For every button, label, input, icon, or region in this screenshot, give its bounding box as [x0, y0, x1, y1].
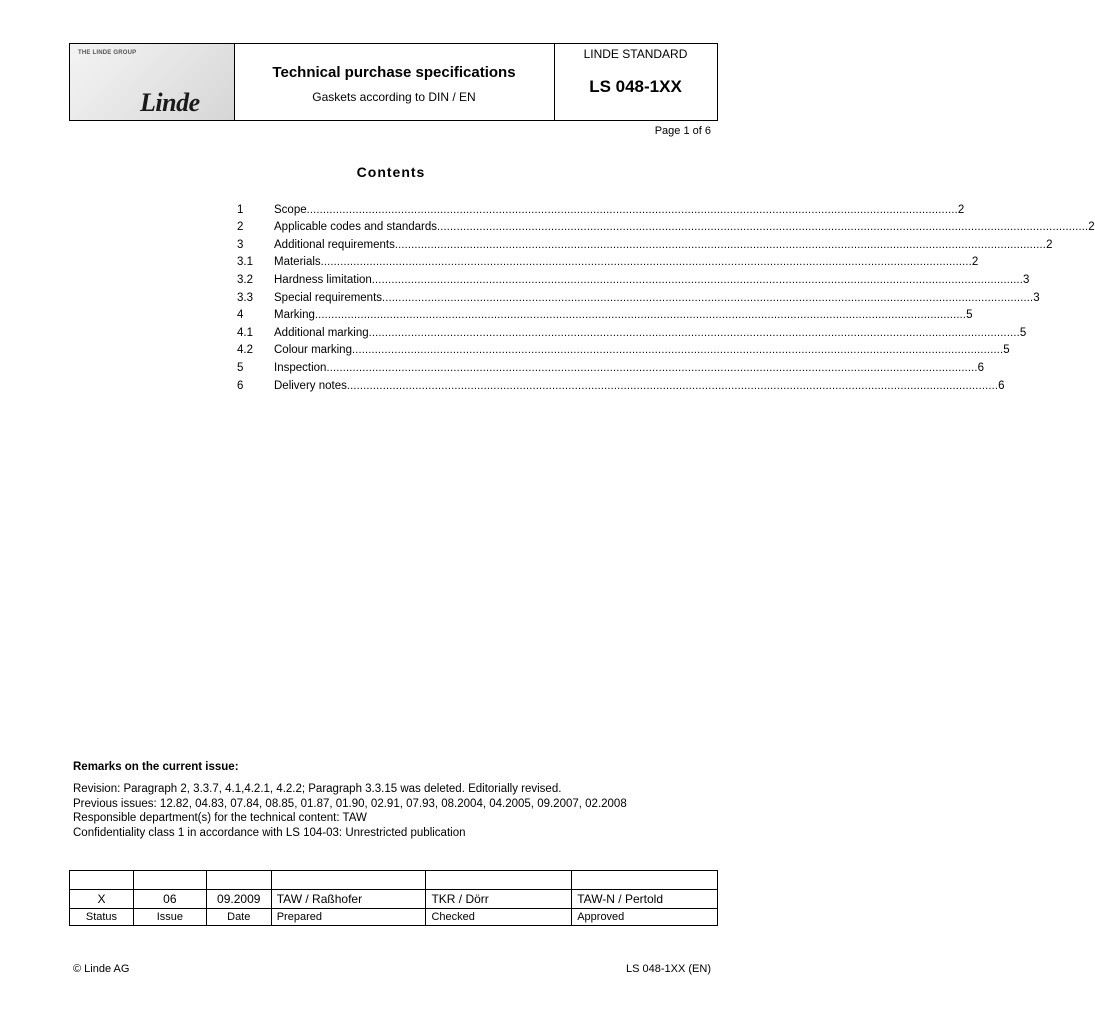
toc-item-title: Colour marking — [274, 344, 352, 357]
toc-item-title: Materials — [274, 256, 321, 269]
toc-item-leader: ........................................................................................................................................................................................................ — [314, 309, 967, 322]
toc-item-title: Delivery notes — [274, 379, 347, 392]
toc-item-title: Special requirements — [274, 291, 383, 304]
status-value: X — [70, 890, 134, 909]
toc-item-title: Inspection — [274, 361, 327, 374]
status-label: Status — [70, 909, 134, 926]
footer-copyright: © Linde AG — [73, 963, 130, 975]
page-number: Page 1 of 6 — [654, 125, 711, 137]
toc-item-page: 2 — [1088, 221, 1095, 234]
footer-doc-ref: LS 048-1XX (EN) — [626, 963, 711, 975]
date-value: 09.2009 — [206, 890, 271, 909]
toc-item-page: 2 — [1046, 238, 1053, 251]
toc-item-number: 6 — [237, 379, 244, 392]
toc-item-title: Marking — [274, 309, 315, 322]
checked-label: Checked — [426, 909, 572, 926]
standard-panel — [554, 44, 717, 120]
table-of-contents — [237, 198, 1095, 392]
approval-blank-row — [70, 871, 718, 890]
toc-item-number: 3.2 — [237, 273, 253, 286]
toc-item-number: 3.3 — [237, 291, 253, 304]
document-subtitle: Gaskets according to DIN / EN — [312, 90, 476, 104]
toc-item-number: 1 — [237, 203, 244, 216]
remarks-confidentiality: Confidentiality class 1 in accordance with LS 104-03: Unrestricted publication — [73, 826, 466, 839]
toc-item-number: 4.1 — [237, 326, 253, 339]
approval-values-row — [70, 890, 718, 909]
toc-item — [237, 216, 1095, 234]
toc-item-title: Hardness limitation — [274, 273, 372, 286]
standard-label: LINDE STANDARD — [583, 47, 688, 61]
toc-item-number: 2 — [237, 221, 244, 234]
standard-number: LS 048-1XX — [589, 77, 682, 96]
toc-item-leader: ........................................................................................................................................................................................................ — [371, 273, 1024, 286]
toc-item-page: 6 — [998, 379, 1005, 392]
date-label: Date — [206, 909, 271, 926]
approval-labels-row — [70, 909, 718, 926]
toc-item-page: 6 — [977, 361, 985, 374]
toc-item-leader: ........................................................................................................................................................................................................ — [437, 221, 1089, 234]
approved-label: Approved — [572, 909, 718, 926]
toc-item-leader: ........................................................................................................................................................................................................ — [382, 291, 1034, 304]
remarks-block — [73, 782, 627, 840]
toc-item-number: 4 — [237, 309, 244, 322]
toc-item-page: 5 — [966, 309, 973, 322]
remarks-responsible: Responsible department(s) for the technical content: TAW — [73, 812, 367, 824]
toc-item-title: Applicable codes and standards — [274, 221, 438, 234]
prepared-label: Prepared — [271, 909, 426, 926]
toc-item-page: 2 — [957, 203, 965, 216]
issue-value: 06 — [133, 890, 206, 909]
title-panel — [234, 44, 555, 120]
toc-item-leader: ........................................................................................................................................................................................................ — [346, 379, 999, 392]
toc-item-number: 5 — [237, 361, 244, 374]
issue-label: Issue — [133, 909, 206, 926]
toc-item-leader: ........................................................................................................................................................................................................ — [326, 361, 978, 374]
toc-item — [237, 251, 979, 269]
toc-item-leader: ........................................................................................................................................................................................................ — [394, 238, 1047, 251]
toc-item-title: Additional marking — [274, 326, 369, 339]
toc-item — [237, 286, 1040, 304]
toc-item-leader: ........................................................................................................................................................................................................ — [320, 256, 972, 269]
toc-item — [237, 321, 1027, 339]
approval-table — [69, 870, 718, 926]
toc-item-title: Additional requirements — [274, 238, 395, 251]
toc-item — [237, 233, 1053, 251]
toc-item-title: Scope — [274, 203, 307, 216]
toc-item-leader: ........................................................................................................................................................................................................ — [368, 326, 1020, 339]
document-title: Technical purchase specifications — [272, 64, 516, 81]
logo-panel — [70, 44, 235, 120]
toc-item-page: 2 — [971, 256, 979, 269]
remarks-revision: Revision: Paragraph 2, 3.3.7, 4.1,4.2.1, 4.2.2; Paragraph 3.3.15 was deleted. Editorially revised. — [73, 783, 562, 795]
toc-item-page: 5 — [1003, 344, 1010, 357]
toc-item — [237, 356, 985, 374]
prepared-value: TAW / Raßhofer — [271, 890, 426, 909]
toc-item-page: 3 — [1023, 273, 1030, 286]
remarks-previous-issues: Previous issues: 12.82, 04.83, 07.84, 08.85, 01.87, 01.90, 02.91, 07.93, 08.2004, 04.2005, 09.2007, 02.2008 — [73, 797, 627, 810]
toc-item — [237, 268, 1030, 286]
document-header — [69, 43, 718, 121]
toc-item — [237, 339, 1010, 357]
toc-item-leader: ........................................................................................................................................................................................................ — [351, 344, 1004, 357]
toc-item — [237, 304, 973, 322]
toc-item — [237, 198, 965, 216]
toc-item-number: 3 — [237, 238, 244, 251]
linde-logo: Linde — [140, 88, 200, 117]
toc-item-number: 4.2 — [237, 344, 253, 357]
toc-item-page: 5 — [1019, 326, 1027, 339]
checked-value: TKR / Dörr — [426, 890, 572, 909]
remarks-heading: Remarks on the current issue: — [73, 761, 239, 773]
contents-heading: Contents — [356, 164, 426, 180]
toc-item-page: 3 — [1033, 291, 1040, 304]
toc-item-number: 3.1 — [237, 256, 253, 269]
group-name: THE LINDE GROUP — [78, 50, 137, 56]
toc-item-leader: ........................................................................................................................................................................................................ — [306, 203, 958, 216]
approved-value: TAW-N / Pertold — [572, 890, 718, 909]
toc-item — [237, 374, 1005, 392]
